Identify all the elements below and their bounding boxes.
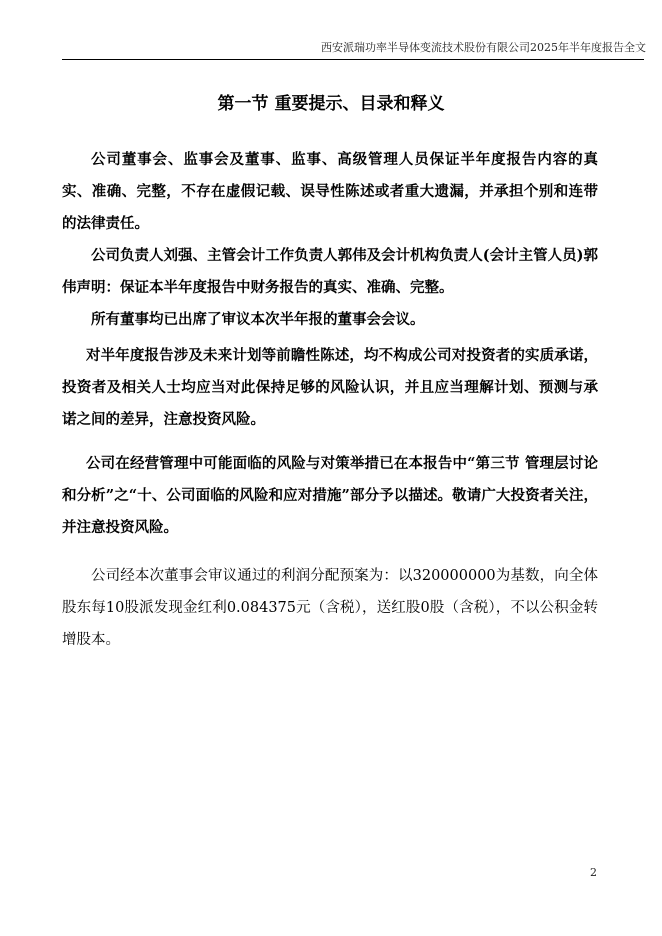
paragraph-board-guarantee: 公司董事会、监事会及董事、监事、高级管理人员保证半年度报告内容的真实、准确、完整，不存在虚假记载、误导性陈述或者重大遗漏，并承担个别和连带的法律责任。 (62, 151, 598, 232)
paragraph-profit-distribution: 公司经本次董事会审议通过的利润分配预案为：以320000000为基数，向全体股东每10股派发现金红利0.084375元（含税），送红股0股（含税），不以公积金转增股本。 (62, 568, 598, 648)
paragraph-forward-looking-statements: 对半年度报告涉及未来计划等前瞻性陈述，均不构成公司对投资者的实质承诺，投资者及相关人士均应当对此保持足够的风险认识，并且应当理解计划、预测与承诺之间的差异，注意投资风险。 (62, 347, 598, 428)
report-header-title: 西安派瑞功率半导体变流技术股份有限公司2025年半年度报告全文 (321, 41, 646, 54)
paragraph-responsible-persons-statement: 公司负责人刘强、主管会计工作负责人郭伟及会计机构负责人(会计主管人员)郭伟声明：保证本半年度报告中财务报告的真实、准确、完整。 (62, 247, 598, 296)
section-title: 第一节 重要提示、目录和释义 (217, 94, 445, 114)
paragraph-risk-description: 公司在经营管理中可能面临的风险与对策举措已在本报告中“第三节 管理层讨论和分析”之“十、公司面临的风险和应对措施”部分予以描述。敬请广大投资者关注，并注意投资风险。 (62, 455, 598, 536)
header-divider (62, 59, 644, 60)
paragraph-directors-attendance: 所有董事均已出席了审议本次半年报的董事会会议。 (91, 311, 425, 328)
page-number: 2 (590, 866, 597, 879)
